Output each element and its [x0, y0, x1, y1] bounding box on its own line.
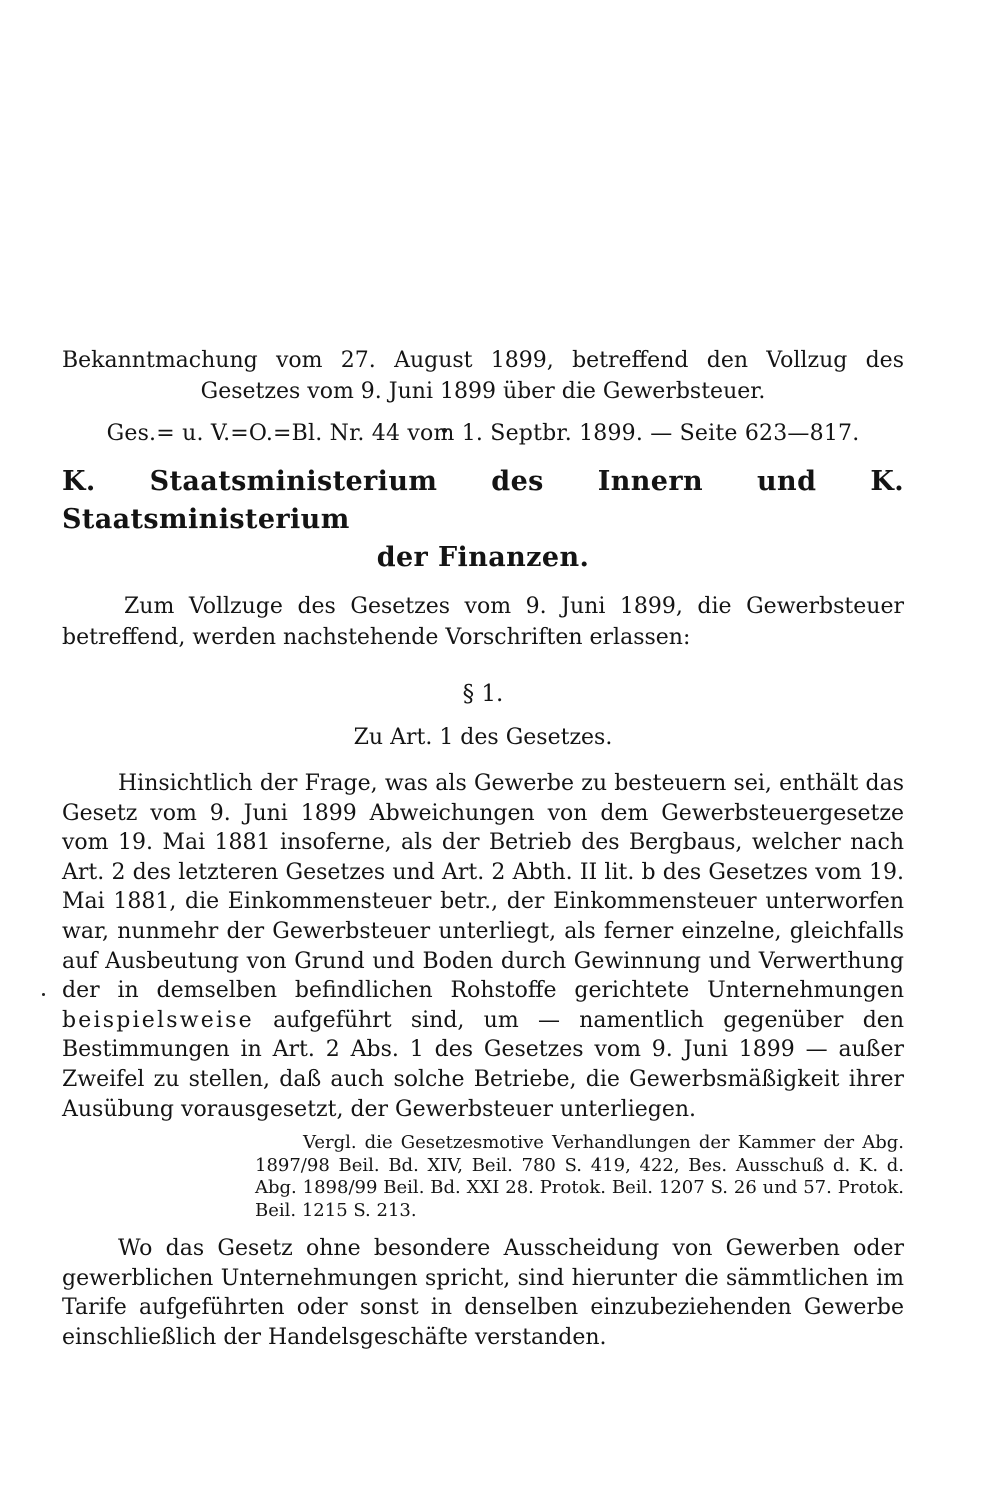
paragraph-2-text: Wo das Gesetz ohne besondere Ausscheidung von Gewerben oder gewerblichen Unternehmungen spricht, sind hierunter die sämmtlichen im Tarife aufgeführten oder sonst in denselben einzubeziehenden Gewerbe einschließlich der Handelsgeschäfte verstanden.	[62, 1236, 904, 1350]
paragraph-2	[62, 1234, 904, 1352]
ministry-heading	[62, 463, 904, 577]
ministry-line-1: K. Staatsministerium des Innern und K. Staatsministerium	[62, 466, 904, 535]
announcement-line-1: Bekanntmachung vom 27. August 1899, betreffend den Vollzug des	[62, 348, 904, 373]
paragraph-1	[62, 769, 904, 1124]
paragraph-1-text	[62, 769, 904, 1124]
announcement-line-2: Gesetzes vom 9. Juni 1899 über die Gewerbsteuer.	[200, 379, 766, 404]
paragraph-1-part-b: aufgeführt sind, um — namentlich gegenüber den Bestimmungen in Art. 2 Abs. 1 des Gesetzes vom 9. Juni 1899 — außer Zweifel zu stellen, daß auch solche Betriebe, die Gewerbsmäßigkeit ihrer Ausübung vorausgesetzt, der Gewerbsteuer unterliegen.	[62, 1007, 904, 1122]
section-sign: § 1.	[462, 681, 504, 707]
stray-margin-mark	[42, 993, 45, 996]
intro-sentence	[62, 591, 904, 653]
paragraph-1-part-a: Hinsichtlich der Frage, was als Gewerbe zu besteuern sei, enthält das Gesetz vom 9. Juni 1899 Abweichungen von dem Gewerbsteuergesetze vom 19. Mai 1881 insoferne, als der Betrieb des Bergbaus, welcher nach Art. 2 des letzteren Gesetzes und Art. 2 Abth. II lit. b des Gesetzes vom 19. Mai 1881, die Einkommensteuer betr., der Einkommensteuer unterworfen war, nunmehr der Gewerbsteuer unterliegt, als ferner einzelne, gleichfalls auf Ausbeutung von Grund und Boden durch Gewinnung und Verwerthung der in demselben befindlichen Rohstoffe gerichtete Unternehmungen	[62, 771, 904, 1004]
paragraph-1-spaced-word: beispielsweise	[62, 1007, 254, 1033]
document-page	[62, 345, 904, 1353]
publication-reference: Ges.= u. V.=O.=Bl. Nr. 44 vom 1. Septbr. 1899. — Seite 623—817.	[106, 421, 860, 446]
footnote-reference: Vergl. die Gesetzesmotive Verhandlungen der Kammer der Abg. 1897/98 Beil. Bd. XIV, Beil. 780 S. 419, 422, Bes. Ausschuß d. K. d. Abg. 1898/99 Beil. Bd. XXI 28. Protok. Beil. 1207 S. 26 und 57. Protok. Beil. 1215 S. 213.	[255, 1132, 904, 1221]
announcement-title	[62, 345, 904, 407]
intro-line-2: betreffend, werden nachstehende Vorschriften erlassen:	[62, 625, 691, 650]
section-heading: Zu Art. 1 des Gesetzes.	[353, 725, 613, 750]
intro-line-1: Zum Vollzuge des Gesetzes vom 9. Juni 1899, die Gewerbsteuer	[124, 594, 904, 619]
ministry-line-2: der Finanzen.	[376, 542, 590, 573]
